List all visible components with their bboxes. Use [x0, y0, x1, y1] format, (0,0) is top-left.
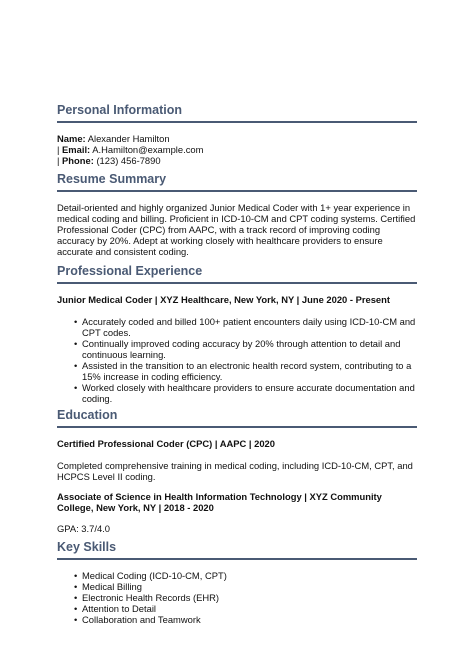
contact-block [57, 133, 417, 166]
professional-experience-heading: Professional Experience [57, 264, 203, 278]
summary-text: Detail-oriented and highly organized Junior Medical Coder with 1+ year experience in medical coding and billing. Proficient in ICD-10-CM and CPT coding systems. Certified Professional Coder (CPC) from AAPC, with a track record of improving coding accuracy by 20%. Adept at working closely with healthcare providers to ensure accurate and consistent coding. [57, 202, 416, 257]
professional-experience-section [57, 264, 417, 404]
list-item: • Worked closely with healthcare providers to ensure accurate documentation and coding. [74, 382, 417, 404]
section-divider [57, 121, 417, 123]
list-item: • Accurately coded and billed 100+ patient encounters daily using ICD-10-CM and CPT codes. [74, 316, 417, 338]
list-item: • Medical Coding (ICD-10-CM, CPT) [74, 570, 417, 581]
certification-title: Certified Professional Coder (CPC) | AAPC | 2020 [57, 438, 275, 449]
section-divider [57, 190, 417, 192]
degree-title: Associate of Science in Health Information Technology | XYZ Community College, New York, NY | 2018 - 2020 [57, 491, 382, 513]
name-line [57, 133, 417, 144]
email-label: Email: [62, 144, 91, 155]
education-heading: Education [57, 408, 118, 422]
list-item: • Continually improved coding accuracy by 20% through attention to detail and continuous learning. [74, 338, 417, 360]
personal-information-section [57, 103, 417, 166]
key-skills-heading: Key Skills [57, 540, 117, 554]
email-value: A.Hamilton@example.com [92, 144, 204, 155]
section-divider [57, 558, 417, 560]
personal-information-heading: Personal Information [57, 103, 183, 117]
gpa: GPA: 3.7/4.0 [57, 523, 110, 534]
list-item: • Collaboration and Teamwork [74, 614, 417, 625]
section-divider [57, 282, 417, 284]
key-skills-section [57, 540, 417, 625]
phone-label: Phone: [62, 155, 94, 166]
list-item: • Medical Billing [74, 581, 417, 592]
phone-separator: | [57, 155, 63, 166]
email-line [57, 144, 417, 155]
certification-description: Completed comprehensive training in medical coding, including ICD-10-CM, CPT, and HCPCS Level II coding. [57, 460, 413, 482]
phone-value: (123) 456-7890 [96, 155, 161, 166]
job-bullets [57, 316, 417, 404]
list-item: • Attention to Detail [74, 603, 417, 614]
name-value: Alexander Hamilton [87, 133, 170, 144]
job-title: Junior Medical Coder | XYZ Healthcare, New York, NY | June 2020 - Present [57, 294, 390, 305]
name-label: Name: [57, 133, 86, 144]
phone-line [57, 155, 417, 166]
education-section [57, 408, 417, 534]
email-separator: | [57, 144, 63, 155]
list-item: • Assisted in the transition to an electronic health record system, contributing to a 15% increase in coding efficiency. [74, 360, 417, 382]
section-divider [57, 426, 417, 428]
skills-list [57, 570, 417, 625]
list-item: • Electronic Health Records (EHR) [74, 592, 417, 603]
resume-summary-heading: Resume Summary [57, 172, 167, 186]
resume-summary-section [57, 172, 417, 257]
